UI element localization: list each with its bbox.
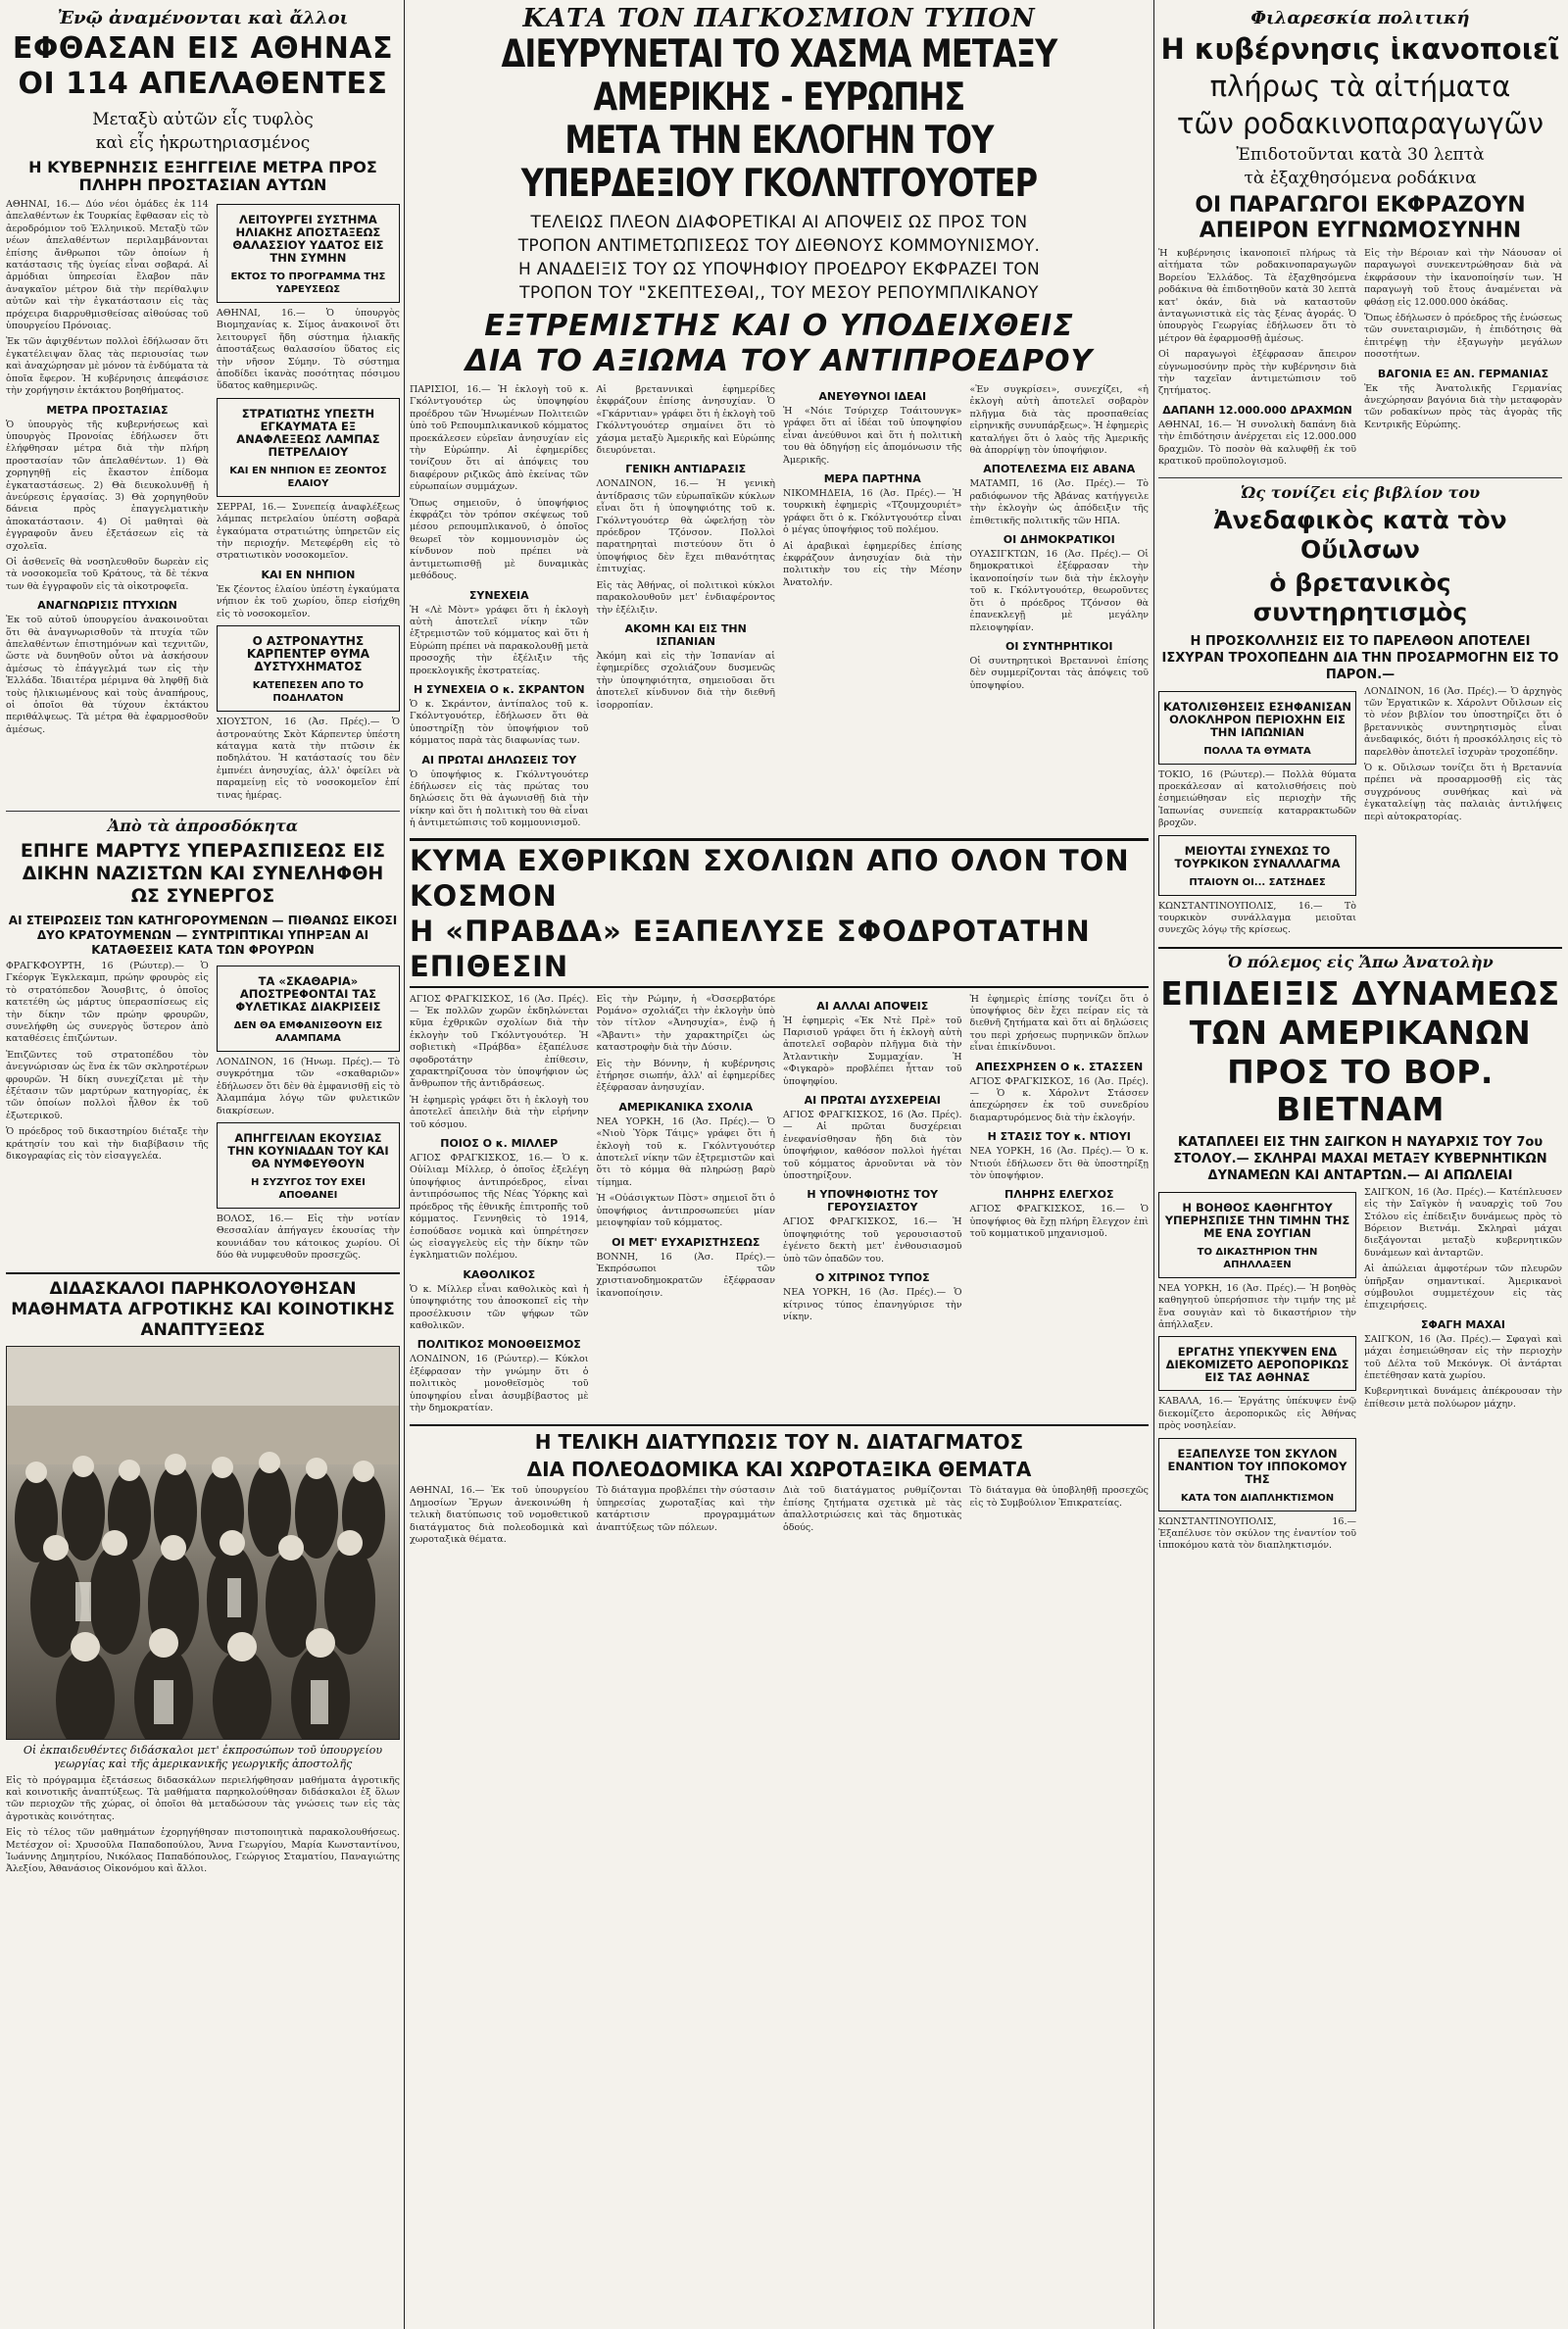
center-italic-1: ΕΞΤΡΕΜΙΣΤΗΣ ΚΑΙ Ο ΥΠΟΔΕΙΧΘΕΙΣ: [484, 309, 1074, 343]
center-bottom-headline-1: Η ΤΕΛΙΚΗ ΔΙΑΤΥΠΩΣΙΣ ΤΟΥ Ν. ΔΙΑΤΑΓΜΑΤΟΣ: [534, 1430, 1024, 1455]
center-sub-d: ΑΠΕΣΧΡΗΣΕΝ Ο κ. ΣΤΑΣΣΕΝ: [975, 1060, 1144, 1073]
box-turkish-currency-title: ΜΕΙΟΥΤΑΙ ΣΥΝΕΧΩΣ ΤΟ ΤΟΥΡΚΙΚΟΝ ΣΥΝΑΛΛΑΓΜΑ: [1174, 843, 1341, 870]
left-column: Ἐνῷ ἀναμένονται καὶ ἄλλοι ΕΦΘΑΣΑΝ ΕΙΣ ΑΘΗΝΑΣ ΟΙ 114 ΑΠΕΛΑΘΕΝΤΕΣ Μεταξὺ αὐτῶν εἷς τυφλὸς καὶ εἷς ἡκρωτηριασμένος Η ΚΥΒΕΡΝΗΣΙΣ ΕΞΗΓΓΕΙΛΕ ΜΕΤΡΑ ΠΡΟΣ ΠΛΗΡΗ ΠΡΟΣΤΑΣΙΑΝ ΑΥΤΩΝ ΑΘΗΝΑΙ, 16.— Δύο νέοι ὁμάδες ἐκ 114 ἀπελαθέντων ἐκ Τουρκίας ἔφθασαν εἰς τὸ ἀεροδρόμιον τοῦ Ἑλληνικοῦ. Μεταξὺ τῶν νέων ἀπελαθέντων περιλαμβάνονται ἐπίσης ἄνθρωποι τῶν ὁποίων ἡ κατάστασις τῆς ὑγείας εἶναι σοβαρά. Αἱ ἀρμόδιαι ὑπηρεσίαι ἔλαβον πᾶν ἀναγκαῖον μέτρον διὰ τὴν περίθαλψιν αὐτῶν καὶ τὴν ἐγκατάστασιν εἰς τὰς πρόχειρα διαρρυθμισθείσας αἰθούσας τοῦ ὑπουργείου Πρόνοιας. Ἐκ τῶν ἀφιχθέντων πολλοὶ ἐδήλωσαν ὅτι ἐγκατέλειψαν ὅλας τὰς περιουσίας των καὶ ἀναχώρησαν μὲ μόνον τὰ ἐνδύματα τὰ ὁποῖα ἔφερον. Ἡ κυβέρνησις ἀπεφάσισε τὴν χορήγησιν ἐκτάκτου βοηθήματος. ΜΕΤΡΑ ΠΡΟΣΤΑΣΙΑΣ Ὁ ὑπουργὸς τῆς κυβερνήσεως καὶ ὑπουργὸς Προνοίας ἐδήλωσεν ὅτι ἐλήφθησαν μέτρα διὰ τὴν πλήρη προστασίαν τῶν ἀπελαθέντων. 1) Θὰ χορηγηθῇ εἰς ἕκαστον ἐπίδομα ἐγκαταστάσεως. 2) Θὰ διευκολυνθῇ ἡ ἀνεύρεσις ἐργασίας. 3) Θὰ χορηγηθοῦν δάνεια πρὸς ἐπαγγελματικὴν ἀποκατάστασιν. 4) Οἱ μαθηταὶ θὰ ἐγγραφοῦν ἄνευ ἐξετάσεων εἰς τὰ σχολεῖα. Οἱ ἀσθενεῖς θὰ νοσηλευθοῦν δωρεὰν εἰς τὰ νοσοκομεῖα τοῦ Κράτους, τὰ δὲ τέκνα των θὰ ἐγγραφοῦν εἰς τὰ οἰκοτροφεῖα. ΑΝΑΓΝΩΡΙΣΙΣ ΠΤΥΧΙΩΝ Ἐκ τοῦ αὐτοῦ ὑπουργείου ἀνακοινοῦται ὅτι θὰ ἀναγνωρισθοῦν τὰ πτυχία τῶν ἀπελαθέντων ἐπιστημόνων καὶ τεχνιτῶν, ὥστε νὰ δυνηθοῦν οὗτοι νὰ ἀσκήσουν ἀμέσως τὸ ἐπάγγελμά των εἰς τὴν Ἑλλάδα. Ἰδιαιτέρα μέριμνα θὰ ληφθῇ διὰ τοὺς ἡλικιωμένους καὶ τοὺς ἀναπήρους, οἱ ὁποῖοι θὰ τύχουν ἐκτάκτου περιθάλψεως. Τὰ μέτρα θὰ ἐφαρμοσθοῦν ἀμέσως. ΛΕΙΤΟΥΡΓΕΙ ΣΥΣΤΗΜΑ ΗΛΙΑΚΗΣ ΑΠΟΣΤΑΞΕΩΣ ΘΑΛΑΣΣΙΟΥ ΥΔΑΤΟΣ ΕΙΣ ΤΗΝ ΣΥΜΗΝ ΕΚΤΟΣ ΤΟ ΠΡΟΓΡΑΜΜΑ ΤΗΣ ΥΔΡΕΥΣΕΩΣ ΑΘΗΝΑΙ, 16.— Ὁ ὑπουργὸς Βιομηχανίας κ. Σίμος ἀνακοινοῖ ὅτι λειτουργεῖ ἤδη σύστημα ἡλιακῆς ἀποστάξεως θαλασσίου ὕδατος εἰς τὴν νῆσον Σύμην. Τὸ σύστημα ἀποδίδει ἱκανὰς ποσότητας πόσιμου ὕδατος καθημερινῶς. ΣΤΡΑΤΙΩΤΗΣ ΥΠΕΣΤΗ ΕΓΚΑΥΜΑΤΑ ΕΞ ΑΝΑΦΛΕΞΕΩΣ ΛΑΜΠΑΣ ΠΕΤΡΕΛΑΙΟΥ ΚΑΙ ΕΝ ΝΗΠΙΟΝ ΕΞ ΖΕΟΝΤΟΣ ΕΛΑΙΟΥ ΣΕΡΡΑΙ, 16.— Συνεπείᾳ ἀναφλέξεως λάμπας πετρελαίου ὑπέστη σοβαρὰ ἐγκαύματα στρατιώτης ὑπηρετῶν εἰς τὴν περιοχήν. Μετεφέρθη εἰς τὸ στρατιωτικὸν νοσοκομεῖον. ΚΑΙ ΕΝ ΝΗΠΙΟΝ Ἐκ ζέοντος ἐλαίου ὑπέστη ἐγκαύματα νήπιον ἐκ τοῦ χωρίου, ὅπερ εἰσήχθη εἰς τὸ νοσοκομεῖον. Ο ΑΣΤΡΟΝΑΥΤΗΣ ΚΑΡΠΕΝΤΕΡ ΘΥΜΑ ΔΥΣΤΥΧΗΜΑΤΟΣ ΚΑΤΕΠΕΣΕΝ ΑΠΟ ΤΟ ΠΟΔΗΛΑΤΟΝ ΧΙΟΥΣΤΟΝ, 16 (Ἀσ. Πρές).— Ὁ ἀστροναύτης Σκὸτ Κάρπεντερ ὑπέστη κάταγμα κατὰ τὴν πτῶσιν ἐκ ποδηλάτου. Ἡ κατάστασίς του δὲν ἐμπνέει ἀνησυχίας, ἀλλ' ὀφείλει νὰ παραμείνῃ εἰς τὸ νοσοκομεῖον ἐπί τινας ἡμέρας. Ἀπὸ τὰ ἀπροσδόκητα ΕΠΗΓΕ ΜΑΡΤΥΣ ΥΠΕΡΑΣΠΙΣΕΩΣ ΕΙΣ ΔΙΚΗΝ ΝΑΖΙΣΤΩΝ ΚΑΙ ΣΥΝΕΛΗΦΘΗ ΩΣ ΣΥΝΕΡΓΟΣ ΑΙ ΣΤΕΙΡΩΣΕΙΣ ΤΩΝ ΚΑΤΗΓΟΡΟΥΜΕΝΩΝ — ΠΙΘΑΝΩΣ ΕΙΚΟΣΙ ΔΥΟ ΚΡΑΤΟΥΜΕΝΩΝ — ΣΥΝΤΡΙΠΤΙΚΑΙ ΥΠΗΡΞΑΝ ΑΙ ΚΑΤΑΘΕΣΕΙΣ ΚΑΤΑ ΤΩΝ ΦΡΟΥΡΩΝ ΦΡΑΓΚΦΟΥΡΤΗ, 16 (Ρώυτερ).— Ὁ Γκέοργκ Ἐγκλεκαμπ, πρώην φρουρὸς εἰς τὸ στρατόπεδον Ἄουσβιτς, ὁ ὁποῖος κατετέθη ὡς μάρτυς ὑπερασπίσεως εἰς τὴν δίκην τῶν πρώην φρουρῶν, συνελήφθη ὡς συνεργὸς ὕστερον ἀπὸ καταθέσεις ἐπιζώντων. Ἐπιζῶντες τοῦ στρατοπέδου τὸν ἀνεγνώρισαν ὡς ἕνα ἐκ τῶν σκληροτέρων φρουρῶν. Ἡ δίκη συνεχίζεται μὲ τὴν ἐξέτασιν τῶν μαρτύρων κατηγορίας, ἐκ τῶν ὁποίων πολλοὶ ἦλθον ἐκ τοῦ ἐξωτερικοῦ. Ὁ πρόεδρος τοῦ δικαστηρίου διέταξε τὴν κράτησίν του καὶ τὴν διαβίβασιν τῆς δικογραφίας εἰς τὸν εἰσαγγελέα. ΤΑ «ΣΚΑΘΑΡΙΑ» ΑΠΟΣΤΡΕΦΟΝΤΑΙ ΤΑΣ ΦΥΛΕΤΙΚΑΣ ΔΙΑΚΡΙΣΕΙΣ ΔΕΝ ΘΑ ΕΜΦΑΝΙΣΘΟΥΝ ΕΙΣ ΑΛΑΜΠΑΜΑ ΛΟΝΔΙΝΟΝ, 16 (Ἠνωμ. Πρές).— Τὸ συγκρότημα τῶν «σκαθαριῶν» ἐδήλωσεν ὅτι δὲν θὰ ἐμφανισθῇ εἰς τὸ Ἀλαμπάμα λόγῳ τῶν φυλετικῶν διακρίσεων. ΑΠΗΓΓΕΙΛΑΝ ΕΚΟΥΣΙΑΣ ΤΗΝ ΚΟΥΝΙΑΔΑΝ ΤΟΥ ΚΑΙ ΘΑ ΝΥΜΦΕΥΘΟΥΝ Η ΣΥΖΥΓΟΣ ΤΟΥ ΕΧΕΙ ΑΠΟΘΑΝΕΙ ΒΟΛΟΣ, 16.— Εἰς τὴν νοτίαν Θεσσαλίαν ἀπήγαγεν ἑκουσίας τὴν κουνιάδαν του κάτοικος χωρίου. Οἱ δύο θὰ νυμφευθοῦν προσεχῶς. ΔΙΔΑΣΚΑΛΟΙ ΠΑΡΗΚΟΛΟΥΘΗΣΑΝ ΜΑΘΗΜΑΤΑ ΑΓΡΟΤΙΚΗΣ ΚΑΙ ΚΟΙΝΟΤΙΚΗΣ ΑΝΑΠΤΥΞΕΩΣ Οἱ ἐκπαιδευθέντες διδάσκαλοι μετ' ἐκπροσώπων τοῦ ὑπουργείου γεωργίας καὶ τῆς ἀμερικανικῆς γεωργικῆς ἀποστολῆς Εἰς τὸ πρόγραμμα ἐξετάσεως διδασκάλων περιελήφθησαν μαθήματα ἀγροτικῆς καὶ κοινοτικῆς ἀναπτύξεως. Τὰ μαθήματα παρηκολούθησαν διδάσκαλοι ἐξ ὅλων τῶν περιοχῶν τῆς χώρας, οἱ ὁποῖοι θὰ μεταδώσουν τὰς γνώσεις των εἰς τὰς ἀγροτικὰς κοινότητας. Εἰς τὸ τέλος τῶν μαθημάτων ἐχορηγήθησαν πιστοποιητικὰ παρακολουθήσεως. Μετέσχον οἱ: Χρυσοῦλα Παπαδοπούλου, Ἄννα Γεωργίου, Μαρία Κωνσταντίνου, Ἰωάννης Δημητρίου, Νικόλαος Παπαδόπουλος, Γεώργιος Σταματίου, Παναγιώτης Ἀλεξίου, Ἀθανάσιος Οἰκονόμου καὶ ἄλλοι.: [6, 8, 400, 1875]
box-syme: [217, 204, 400, 303]
center-sub-h: ΚΑΘΟΛΙΚΟΣ: [463, 1267, 536, 1281]
right-headline-vietnam-3: ΠΡΟΣ ΤΟ ΒΟΡ. ΒΙΕΤΝΑΜ: [1227, 1052, 1494, 1128]
box-beatles-title: ΤΑ «ΣΚΑΘΑΡΙΑ» ΑΠΟΣΤΡΕΦΟΝΤΑΙ ΤΑΣ ΦΥΛΕΤΙΚΑΣ ΔΙΑΚΡΙΣΕΙΣ: [235, 973, 381, 1014]
teachers-photo-figures: [7, 1347, 399, 1739]
box-marriage-subtitle: Η ΣΥΖΥΓΟΣ ΤΟΥ ΕΧΕΙ ΑΠΟΘΑΝΕΙ: [251, 1176, 366, 1201]
center-sec-2: ΓΕΝΙΚΗ ΑΝΤΙΔΡΑΣΙΣ: [625, 463, 747, 476]
center-sec-3: ΑΝΕΥΘΥΝΟΙ ΙΔΕΑΙ: [818, 390, 927, 403]
box-soldier-title: ΣΤΡΑΤΙΩΤΗΣ ΥΠΕΣΤΗ ΕΓΚΑΥΜΑΤΑ ΕΞ ΑΝΑΦΛΕΞΕΩΣ ΛΑΜΠΑΣ ΠΕΤΡΕΛΑΙΟΥ: [236, 406, 380, 459]
left-headline-3: Η ΚΥΒΕΡΝΗΣΙΣ ΕΞΗΓΓΕΙΛΕ ΜΕΤΡΑ ΠΡΟΣ ΠΛΗΡΗ ΠΡΟΣΤΑΣΙΑΝ ΑΥΤΩΝ: [28, 158, 377, 194]
box-syme-subtitle: ΕΚΤΟΣ ΤΟ ΠΡΟΓΡΑΜΜΑ ΤΗΣ ΥΔΡΕΥΣΕΩΣ: [230, 272, 386, 295]
center-wide-headline-2: Η «ΠΡΑΒΔΑ» ΕΞΑΠΕΛΥΣΕ ΣΦΟΔΡΟΤΑΤΗΝ ΕΠΙΘΕΣΙΝ: [410, 914, 1091, 983]
box-marriage-title: ΑΠΗΓΓΕΙΛΑΝ ΕΚΟΥΣΙΑΣ ΤΗΝ ΚΟΥΝΙΑΔΑΝ ΤΟΥ ΚΑΙ ΘΑ ΝΥΜΦΕΥΘΟΥΝ: [227, 1130, 389, 1170]
box-dog: [1158, 1438, 1356, 1511]
box-dog-title: ΕΞΑΠΕΛΥΣΕ ΤΟΝ ΣΚΥΛΟΝ ΕΝΑΝΤΙΟΝ ΤΟΥ ΙΠΠΟΚΟΜΟΥ ΤΗΣ: [1167, 1446, 1348, 1486]
right-sub-1: Ἐπιδοτοῦνται κατὰ 30 λεπτὰ: [1236, 145, 1485, 165]
teachers-photo-caption: Οἱ ἐκπαιδευθέντες διδάσκαλοι μετ' ἐκπροσώπων τοῦ ὑπουργείου γεωργίας καὶ τῆς ἀμερικανικῆς γεωργικῆς ἀποστολῆς: [23, 1743, 383, 1770]
box-worker-title: ΕΡΓΑΤΗΣ ΥΠΕΚΥΨΕΝ ΕΝΔ ΔΙΕΚΟΜΙΖΕΤΟ ΑΕΡΟΠΟΡΙΚΩΣ ΕΙΣ ΤΑΣ ΑΘΗΝΑΣ: [1165, 1345, 1349, 1385]
left-kicker: Ἐνῷ ἀναμένονται καὶ ἄλλοι: [57, 8, 349, 28]
right-column: Φιλαρεσκία πολιτική Η κυβέρνησις ἱκανοποιεῖ πλήρως τὰ αἰτήματα τῶν ροδακινοπαραγωγῶν Ἐπιδοτοῦνται κατὰ 30 λεπτὰ τὰ ἐξαχθησόμενα ροδάκινα ΟΙ ΠΑΡΑΓΩΓΟΙ ΕΚΦΡΑΖΟΥΝ ΑΠΕΙΡΟΝ ΕΥΓΝΩΜΟΣΥΝΗΝ Ἡ κυβέρνησις ἱκανοποιεῖ πλήρως τὰ αἰτήματα τῶν ροδακινοπαραγωγῶν Βορείου Ἑλλάδος. Τὰ ἐξαχθησόμενα ροδάκινα θὰ ἐπιδοτηθοῦν κατὰ 30 λεπτὰ κατ' ὀκάν, διὰ νὰ καταστοῦν ἀνταγωνιστικὰ εἰς τὰς ξένας ἀγοράς. Ὁ ὑπουργὸς Γεωργίας ἐδήλωσεν ὅτι τὸ μέτρον θὰ ἐφαρμοσθῇ ἀμέσως. Οἱ παραγωγοὶ ἐξέφρασαν ἄπειρον εὐγνωμοσύνην πρὸς τὴν κυβέρνησιν διὰ τὴν ταχεῖαν ἀντιμετώπισιν τοῦ ζητήματος. ΔΑΠΑΝΗ 12.000.000 ΔΡΑΧΜΩΝ ΑΘΗΝΑΙ, 16.— Ἡ συνολικὴ δαπάνη διὰ τὴν ἐπιδότησιν ἀνέρχεται εἰς 12.000.000 δραχμῶν. Τὸ ποσὸν θὰ καλυφθῇ ἐκ τοῦ κρατικοῦ προϋπολογισμοῦ. Εἰς τὴν Βέροιαν καὶ τὴν Νάουσαν οἱ παραγωγοὶ συνεκεντρώθησαν διὰ νὰ ἐκφράσουν τὴν ἱκανοποίησίν των. Ἡ παραγωγὴ τοῦ ἔτους ἀναμένεται νὰ φθάσῃ εἰς 12.000.000 ὀκάδας. Ὅπως ἐδήλωσεν ὁ πρόεδρος τῆς ἑνώσεως τῶν συνεταιρισμῶν, ἡ ἐπιδότησις θὰ ἐπιτρέψῃ τὴν ἐξαγωγὴν μεγάλων ποσοτήτων. ΒΑΓΟΝΙΑ ΕΞ ΑΝ. ΓΕΡΜΑΝΙΑΣ Ἐκ τῆς Ἀνατολικῆς Γερμανίας ἀνεχώρησαν βαγόνια διὰ τὴν μεταφορὰν τῶν ροδακίνων πρὸς τὰς ἀγορὰς τῆς Κεντρικῆς Εὐρώπης. Ὡς τονίζει εἰς βιβλίον του Ἀνεδαφικὸς κατὰ τὸν Οὔιλσων ὁ βρετανικὸς συντηρητισμὸς Η ΠΡΟΣΚΟΛΛΗΣΙΣ ΕΙΣ ΤΟ ΠΑΡΕΛΘΟΝ ΑΠΟΤΕΛΕΙ ΙΣΧΥΡΑΝ ΤΡΟΧΟΠΕΔΗΝ ΔΙΑ ΤΗΝ ΠΡΟΣΑΡΜΟΓΗΝ ΕΙΣ ΤΟ ΠΑΡΟΝ.— ΚΑΤΟΛΙΣΘΗΣΕΙΣ ΕΣΗΦΑΝΙΣΑΝ ΟΛΟΚΛΗΡΟΝ ΠΕΡΙΟΧΗΝ ΕΙΣ ΤΗΝ ΙΑΠΩΝΙΑΝ ΠΟΛΛΑ ΤΑ ΘΥΜΑΤΑ ΤΟΚΙΟ, 16 (Ρώυτερ).— Πολλὰ θύματα προεκάλεσαν αἱ κατολισθήσεις ποὺ ἐσημειώθησαν εἰς περιοχὴν τῆς Ἰαπωνίας συνεπείᾳ καταρρακτωδῶν βροχῶν. ΜΕΙΟΥΤΑΙ ΣΥΝΕΧΩΣ ΤΟ ΤΟΥΡΚΙΚΟΝ ΣΥΝΑΛΛΑΓΜΑ ΠΤΑΙΟΥΝ ΟΙ... ΣΑΤΣΗΔΕΣ ΚΩΝΣΤΑΝΤΙΝΟΥΠΟΛΙΣ, 16.— Τὸ τουρκικὸν συνάλλαγμα μειοῦται συνεχῶς λόγῳ τῆς κρίσεως. ΛΟΝΔΙΝΟΝ, 16 (Ἀσ. Πρές).— Ὁ ἀρχηγὸς τῶν Ἐργατικῶν κ. Χάρολντ Οὔιλσων εἰς τὸ νέον βιβλίον του ὑποστηρίζει ὅτι ὁ βρεταννικὸς συντηρητισμὸς εἶναι ἀνεδαφικός, διότι ἡ προσκόλλησις εἰς τὸ παρελθὸν ἀποτελεῖ ἰσχυρὰν τροχοπέδην. Ὁ κ. Οὔιλσων τονίζει ὅτι ἡ Βρεταννία πρέπει νὰ προσαρμοσθῇ εἰς τὰς συγχρόνους συνθήκας καὶ νὰ ἐγκαταλείψῃ τὰς παλαιὰς ἀντιλήψεις περὶ αὐτοκρατορίας. Ὁ πόλεμος εἰς Ἄπω Ἀνατολὴν ΕΠΙΔΕΙΞΙΣ ΔΥΝΑΜΕΩΣ ΤΩΝ ΑΜΕΡΙΚΑΝΩΝ ΠΡΟΣ ΤΟ ΒΟΡ. ΒΙΕΤΝΑΜ ΚΑΤΑΠΛΕΕΙ ΕΙΣ ΤΗΝ ΣΑΙΓΚΟΝ Η ΝΑΥΑΡΧΙΣ ΤΟΥ 7ου ΣΤΟΛΟΥ.— ΣΚΛΗΡΑΙ ΜΑΧΑΙ ΜΕΤΑΞΥ ΚΥΒΕΡΝΗΤΙΚΩΝ ΔΥΝΑΜΕΩΝ ΚΑΙ ΑΝΤΑΡΤΩΝ.— ΑΙ ΑΠΩΛΕΙΑΙ Η ΒΟΗΘΟΣ ΚΑΘΗΓΗΤΟΥ ΥΠΕΡΗΣΠΙΣΕ ΤΗΝ ΤΙΜΗΝ ΤΗΣ ΜΕ ΕΝΑ ΣΟΥΓΙΑΝ ΤΟ ΔΙΚΑΣΤΗΡΙΟΝ ΤΗΝ ΑΠΗΛΛΑΞΕΝ ΝΕΑ ΥΟΡΚΗ, 16 (Ἀσ. Πρές).— Ἡ βοηθὸς καθηγητοῦ ὑπερήσπισε τὴν τιμήν της μὲ ἕνα σουγιὰν καὶ τὸ δικαστήριον τὴν ἀπήλλαξεν. ΕΡΓΑΤΗΣ ΥΠΕΚΥΨΕΝ ΕΝΔ ΔΙΕΚΟΜΙΖΕΤΟ ΑΕΡΟΠΟΡΙΚΩΣ ΕΙΣ ΤΑΣ ΑΘΗΝΑΣ ΚΑΒΑΛΑ, 16.— Ἐργάτης ὑπέκυψεν ἐνῷ διεκομίζετο ἀεροπορικῶς εἰς Ἀθήνας πρὸς νοσηλείαν. ΕΞΑΠΕΛΥΣΕ ΤΟΝ ΣΚΥΛΟΝ ΕΝΑΝΤΙΟΝ ΤΟΥ ΙΠΠΟΚΟΜΟΥ ΤΗΣ ΚΑΤΑ ΤΟΝ ΔΙΑΠΛΗΚΤΙΣΜΟΝ ΚΩΝΣΤΑΝΤΙΝΟΥΠΟΛΙΣ, 16.— Ἐξαπέλυσε τὸν σκύλον της ἐναντίον τοῦ ἱπποκόμου κατὰ τὸν διαπληκτισμόν. ΣΑΙΓΚΟΝ, 16 (Ἀσ. Πρές).— Κατέπλευσεν εἰς τὴν Σαϊγκὸν ἡ ναυαρχὶς τοῦ 7ου Στόλου εἰς ἐπίδειξιν δυνάμεως πρὸς τὸ Βόρειον Βιετνάμ. Σκληραὶ μάχαι διεξάγονται μεταξὺ κυβερνητικῶν δυνάμεων καὶ ἀνταρτῶν. Αἱ ἀπώλειαι ἀμφοτέρων τῶν πλευρῶν ὑπῆρξαν σημαντικαί. Ἀμερικανοὶ σύμβουλοι συμμετέχουν εἰς τὰς ἐπιχειρήσεις. ΣΦΑΓΗ ΜΑΧΑΙ ΣΑΙΓΚΟΝ, 16 (Ἀσ. Πρές).— Σφαγαὶ καὶ μάχαι ἐσημειώθησαν εἰς τὴν περιοχὴν τοῦ Δέλτα τοῦ Μεκόνγκ. Οἱ ἀντάρται ἐπετέθησαν κατὰ χωρίου. Κυβερνητικαὶ δυνάμεις ἀπέκρουσαν τὴν ἐπίθεσιν μετὰ πολύωρον μάχην.: [1158, 8, 1562, 1552]
box-turkish-currency: [1158, 835, 1356, 896]
box-professor-title: Η ΒΟΗΘΟΣ ΚΑΘΗΓΗΤΟΥ ΥΠΕΡΗΣΠΙΣΕ ΤΗΝ ΤΙΜΗΝ ΤΗΣ ΜΕ ΕΝΑ ΣΟΥΓΙΑΝ: [1164, 1200, 1350, 1240]
box-carpenter: [217, 625, 400, 712]
center-sec-8: ΑΠΟΤΕΛΕΣΜΑ ΕΙΣ ΑΒΑΝΑ: [983, 463, 1136, 476]
center-sec-5: Η ΣΥΝΕΧΕΙΑ Ο κ. ΣΚΡΑΝΤΟΝ: [413, 682, 585, 696]
center-sub-c: ΠΟΙΟΣ Ο κ. ΜΙΛΛΕΡ: [440, 1137, 559, 1151]
center-deck-4: ΤΡΟΠΟΝ ΤΟΥ "ΣΚΕΠΤΕΣΘΑΙ,, ΤΟΥ ΜΕΣΟΥ ΡΕΠΟΥΜΠΛΙΚΑΝΟΥ: [519, 283, 1039, 303]
box-japan-subtitle: ΠΟΛΛΑ ΤΑ ΘΥΜΑΤΑ: [1203, 745, 1311, 757]
left-headline-nazi: ΕΠΗΓΕ ΜΑΡΤΥΣ ΥΠΕΡΑΣΠΙΣΕΩΣ ΕΙΣ ΔΙΚΗΝ ΝΑΖΙΣΤΩΝ ΚΑΙ ΣΥΝΕΛΗΦΘΗ ΩΣ ΣΥΝΕΡΓΟΣ: [20, 839, 386, 907]
right-headline-vietnam-2: ΤΩΝ ΑΜΕΡΙΚΑΝΩΝ: [1189, 1013, 1532, 1052]
center-sec-4: ΜΕΡΑ ΠΑΡΤΗΝΑ: [823, 472, 921, 486]
section-anagnorisis: ΑΝΑΓΝΩΡΙΣΙΣ ΠΤΥΧΙΩΝ: [37, 599, 177, 613]
center-sec-10: ΟΙ ΣΥΝΤΗΡΗΤΙΚΟΙ: [1004, 639, 1113, 653]
center-wide-headline-1: ΚΥΜΑ ΕΧΘΡΙΚΩΝ ΣΧΟΛΙΩΝ ΑΠΟ ΟΛΟΝ ΤΟΝ ΚΟΣΜΟΝ: [410, 843, 1130, 913]
box-soldier: [217, 398, 400, 497]
right-headline-1: Η κυβέρνησις ἱκανοποιεῖ: [1160, 32, 1560, 66]
center-sec-7: ΑΚΟΜΗ ΚΑΙ ΕΙΣ ΤΗΝ ΙΣΠΑΝΙΑΝ: [624, 621, 747, 648]
center-sub-b: ΑΙ ΠΡΩΤΑΙ ΔΥΣΧΕΡΕΙΑΙ: [804, 1094, 941, 1108]
box-worker: [1158, 1336, 1356, 1391]
box-professor: [1158, 1192, 1356, 1278]
teachers-photo: [6, 1346, 400, 1740]
right-kicker: Φιλαρεσκία πολιτική: [1250, 8, 1470, 28]
section-kai-en-nipion: ΚΑΙ ΕΝ ΝΗΠΙΟΝ: [261, 568, 356, 581]
right-headline-wilson-sub: Η ΠΡΟΣΚΟΛΛΗΣΙΣ ΕΙΣ ΤΟ ΠΑΡΕΛΘΟΝ ΑΠΟΤΕΛΕΙ ΙΣΧΥΡΑΝ ΤΡΟΧΟΠΕΔΗΝ ΔΙΑ ΤΗΝ ΠΡΟΣΑΡΜΟΓΗΝ ΕΙΣ ΤΟ ΠΑΡΟΝ.—: [1161, 633, 1559, 682]
left-sub-2: καὶ εἷς ἡκρωτηριασμένος: [95, 133, 311, 153]
box-carpenter-subtitle: ΚΑΤΕΠΕΣΕΝ ΑΠΟ ΤΟ ΠΟΔΗΛΑΤΟΝ: [252, 680, 365, 705]
left-headline-nazi-sub: ΑΙ ΣΤΕΙΡΩΣΕΙΣ ΤΩΝ ΚΑΤΗΓΟΡΟΥΜΕΝΩΝ — ΠΙΘΑΝΩΣ ΕΙΚΟΣΙ ΔΥΟ ΚΡΑΤΟΥΜΕΝΩΝ — ΣΥΝΤΡΙΠΤΙΚΑΙ ΥΠΗΡΞΑΝ ΑΙ ΚΑΤΑΘΕΣΕΙΣ ΚΑΤΑ ΤΩΝ ΦΡΟΥΡΩΝ: [8, 913, 398, 957]
center-kicker: ΚΑΤΑ ΤΟΝ ΠΑΓΚΟΣΜΙΟΝ ΤΥΠΟΝ: [522, 4, 1036, 33]
right-headline-vietnam-sub: ΚΑΤΑΠΛΕΕΙ ΕΙΣ ΤΗΝ ΣΑΙΓΚΟΝ Η ΝΑΥΑΡΧΙΣ ΤΟΥ 7ου ΣΤΟΛΟΥ.— ΣΚΛΗΡΑΙ ΜΑΧΑΙ ΜΕΤΑΞΥ ΚΥΒΕΡΝΗΤΙΚΩΝ ΔΥΝΑΜΕΩΝ ΚΑΙ ΑΝΤΑΡΤΩΝ.— ΑΙ ΑΠΩΛΕΙΑΙ: [1173, 1134, 1547, 1183]
center-column: ΚΑΤΑ ΤΟΝ ΠΑΓΚΟΣΜΙΟΝ ΤΥΠΟΝ ΔΙΕΥΡΥΝΕΤΑΙ ΤΟ ΧΑΣΜΑ ΜΕΤΑΞΥ ΑΜΕΡΙΚΗΣ - ΕΥΡΩΠΗΣ ΜΕΤΑ ΤΗΝ ΕΚΛΟΓΗΝ ΤΟΥ ΥΠΕΡΔΕΞΙΟΥ ΓΚΟΛΝΤΓΟΥΟΤΕΡ ΤΕΛΕΙΩΣ ΠΛΕΟΝ ΔΙΑΦΟΡΕΤΙΚΑΙ ΑΙ ΑΠΟΨΕΙΣ ΩΣ ΠΡΟΣ ΤΟΝ ΤΡΟΠΟΝ ΑΝΤΙΜΕΤΩΠΙΣΕΩΣ ΤΟΥ ΔΙΕΘΝΟΥΣ ΚΟΜΜΟΥΝΙΣΜΟΥ. Η ΑΝΑΔΕΙΞΙΣ ΤΟΥ ΩΣ ΥΠΟΨΗΦΙΟΥ ΠΡΟΕΔΡΟΥ ΕΚΦΡΑΖΕΙ ΤΟΝ ΤΡΟΠΟΝ ΤΟΥ "ΣΚΕΠΤΕΣΘΑΙ,, ΤΟΥ ΜΕΣΟΥ ΡΕΠΟΥΜΠΛΙΚΑΝΟΥ ΕΞΤΡΕΜΙΣΤΗΣ ΚΑΙ Ο ΥΠΟΔΕΙΧΘΕΙΣ ΔΙΑ ΤΟ ΑΞΙΩΜΑ ΤΟΥ ΑΝΤΙΠΡΟΕΔΡΟΥ ΠΑΡΙΣΙΟΙ, 16.— Ἡ ἐκλογὴ τοῦ κ. Γκόλντγουότερ ὡς ὑποψηφίου προέδρου τῶν Ἡνωμένων Πολιτειῶν ὑπὸ τοῦ Ρεπουμπλικανικοῦ κόμματος προεκάλεσεν εὐρεῖαν ἀνησυχίαν εἰς τὴν Εὐρώπην. Αἱ ἐφημερίδες τονίζουν ὅτι αἱ ἀπόψεις του διαφέρουν ριζικῶς ἀπὸ ἐκείνας τῶν εὐρωπαίων συμμάχων. Ὅπως σημειοῦν, ὁ ὑποψήφιος ἐκφράζει τὸν τρόπον σκέψεως τοῦ μέσου ρεπουμπλικανοῦ, ὁ ὁποῖος θεωρεῖ τὸν κομμουνισμὸν ὡς κίνδυνον ποὺ πρέπει νὰ ἀντιμετωπισθῇ μὲ δυναμικὰς μεθόδους. ΣΥΝΕΧΕΙΑ Ἡ «Λὲ Μὸντ» γράφει ὅτι ἡ ἐκλογὴ αὐτὴ ἀποτελεῖ νίκην τῶν ἐξτρεμιστῶν τοῦ κόμματος καὶ ὅτι ἡ Εὐρώπη πρέπει νὰ παρακολουθῇ μετὰ προσοχῆς τὴν ἐξέλιξιν τῆς προεκλογικῆς ἐκστρατείας. Η ΣΥΝΕΧΕΙΑ Ο κ. ΣΚΡΑΝΤΟΝ Ὁ κ. Σκράντον, ἀντίπαλος τοῦ κ. Γκόλντγουότερ, ἐδήλωσεν ὅτι θὰ ὑποστηρίξῃ τὸν ὑποψήφιον τοῦ κόμματος παρὰ τὰς διαφωνίας των. ΑΙ ΠΡΩΤΑΙ ΔΗΛΩΣΕΙΣ ΤΟΥ Ὁ ὑποψήφιος κ. Γκόλντγουότερ ἐδήλωσεν εἰς τὰς πρώτας του δηλώσεις ὅτι θὰ ἀγωνισθῇ διὰ τὴν νίκην καὶ ὅτι ἡ πολιτικὴ του θὰ εἶναι ἡ ἀντιμετώπισις τοῦ κομμουνισμοῦ. Αἱ βρεταννικαὶ ἐφημερίδες ἐκφράζουν ἐπίσης ἀνησυχίαν. Ὁ «Γκάρντιαν» γράφει ὅτι ἡ ἐκλογὴ τοῦ Γκόλντγουότερ σημαίνει ὅτι τὸ χάσμα μεταξὺ Ἀμερικῆς καὶ Εὐρώπης διευρύνεται. ΓΕΝΙΚΗ ΑΝΤΙΔΡΑΣΙΣ ΛΟΝΔΙΝΟΝ, 16.— Ἡ γενικὴ ἀντίδρασις τῶν εὐρωπαϊκῶν κύκλων εἶναι ὅτι ἡ ὑποψηφιότης τοῦ κ. Γκόλντγουότερ θὰ ὠφελήσῃ τὸν πρόεδρον Τζόνσον. Πολλοὶ παρατηρηταὶ πιστεύουν ὅτι ὁ ὑποψήφιος δὲν ἔχει πιθανότητας ἐπιτυχίας. Εἰς τὰς Ἀθήνας, οἱ πολιτικοὶ κύκλοι παρακολουθοῦν μετ' ἐνδιαφέροντος τὴν ἐξέλιξιν. ΑΚΟΜΗ ΚΑΙ ΕΙΣ ΤΗΝ ΙΣΠΑΝΙΑΝ Ἀκόμη καὶ εἰς τὴν Ἰσπανίαν αἱ ἐφημερίδες σχολιάζουν δυσμενῶς τὴν ὑποψηφιότητα, σημειοῦσαι ὅτι ἀποτελεῖ κίνδυνον διὰ τὴν διεθνῆ ἰσορροπίαν. ΑΝΕΥΘΥΝΟΙ ΙΔΕΑΙ Ἡ «Νόιε Τσύριχερ Τσάιτουνγκ» γράφει ὅτι αἱ ἰδέαι τοῦ ὑποψηφίου εἶναι ἀνεύθυνοι καὶ ὅτι ἡ πολιτικὴ του θὰ ὁδηγήσῃ εἰς ἀπομόνωσιν τῆς Ἀμερικῆς. ΜΕΡΑ ΠΑΡΤΗΝΑ ΝΙΚΟΜΗΔΕΙΑ, 16 (Ἀσ. Πρές).— Ἡ τουρκικὴ ἐφημερὶς «Τζουμχουριέτ» γράφει ὅτι ὁ κ. Γκόλντγουότερ εἶναι ὁ μέγας ὑποψήφιος τοῦ πολέμου. Αἱ ἀραβικαὶ ἐφημερίδες ἐπίσης ἐκφράζουν ἀνησυχίαν διὰ τὴν πολιτικὴν του εἰς τὴν Μέσην Ἀνατολήν. «Ἐν συγκρίσει», συνεχίζει, «ἡ ἐκλογὴ αὐτὴ ἀποτελεῖ σοβαρὸν πλῆγμα διὰ τὰς προσπαθείας εἰρηνικῆς συνυπάρξεως». Ἡ ἐφημερὶς καταλήγει ὅτι ὁ λαὸς τῆς Ἀμερικῆς θὰ ἀπορρίψῃ τὸν ὑποψήφιον. ΑΠΟΤΕΛΕΣΜΑ ΕΙΣ ΑΒΑΝΑ ΜΑΤΑΜΠ, 16 (Ἀσ. Πρές).— Τὸ ραδιόφωνον τῆς Ἀβάνας κατήγγειλε τὴν ἐκλογὴν ὡς ἀπόδειξιν τῆς ἐπιθετικῆς πολιτικῆς τῶν ΗΠΑ. ΟΙ ΔΗΜΟΚΡΑΤΙΚΟΙ ΟΥΑΣΙΓΚΤΩΝ, 16 (Ἀσ. Πρές).— Οἱ δημοκρατικοὶ ἐξέφρασαν τὴν ἱκανοποίησίν των διὰ τὴν ἐκλογὴν τοῦ κ. Γκόλντγουότερ, θεωροῦντες ὅτι ὁ πρόεδρος Τζόνσον θὰ ἐπανεκλεγῇ μὲ μεγάλην πλειοψηφίαν. ΟΙ ΣΥΝΤΗΡΗΤΙΚΟΙ Οἱ συντηρητικοὶ Βρεταννοὶ ἐπίσης δὲν συμμερίζονται τὰς ἀπόψεις τοῦ ὑποψηφίου. ΚΥΜΑ ΕΧΘΡΙΚΩΝ ΣΧΟΛΙΩΝ ΑΠΟ ΟΛΟΝ ΤΟΝ ΚΟΣΜΟΝ Η «ΠΡΑΒΔΑ» ΕΞΑΠΕΛΥΣΕ ΣΦΟΔΡΟΤΑΤΗΝ ΕΠΙΘΕΣΙΝ ΑΓΙΟΣ ΦΡΑΓΚΙΣΚΟΣ, 16 (Ἀσ. Πρές).— Ἐκ πολλῶν χωρῶν ἐκδηλώνεται κῦμα ἐχθρικῶν σχολίων διὰ τὴν ἐκλογὴν τοῦ Γκόλντγουότερ. Ἡ σοβιετικὴ «Πράβδα» ἐξαπέλυσε σφοδροτάτην ἐπίθεσιν, χαρακτηρίζουσα τὸν ὑποψήφιον ὡς ἄνθρωπον τῆς ἀντιδράσεως. Ἡ ἐφημερὶς γράφει ὅτι ἡ ἐκλογὴ του ἀποτελεῖ ἀπειλὴν διὰ τὴν εἰρήνην τοῦ κόσμου. ΠΟΙΟΣ Ο κ. ΜΙΛΛΕΡ ΑΓΙΟΣ ΦΡΑΓΚΙΣΚΟΣ, 16.— Ὁ κ. Οὐίλιαμ Μίλλερ, ὁ ὁποῖος ἐξελέγη ὑποψήφιος ἀντιπρόεδρος, εἶναι ἀντιπρόσωπος τῆς Νέας Ὑόρκης καὶ πρόεδρος τῆς ἐθνικῆς ἐπιτροπῆς τοῦ κόμματος. Γεννηθεὶς τὸ 1914, ἐσπούδασε νομικὰ καὶ ὑπηρέτησεν ὡς εἰσαγγελεὺς εἰς τὴν δίκην τῶν ἐγκληματιῶν πολέμου. ΚΑΘΟΛΙΚΟΣ Ὁ κ. Μίλλερ εἶναι καθολικὸς καὶ ἡ ὑποψηφιότης του ἀποσκοπεῖ εἰς τὴν προσέλκυσιν τῶν ψήφων τῶν καθολικῶν. ΠΟΛΙΤΙΚΟΣ ΜΟΝΟΘΕΙΣΜΟΣ ΛΟΝΔΙΝΟΝ, 16 (Ρώυτερ).— Κύκλοι ἐξέφρασαν τὴν γνώμην ὅτι ὁ πολιτικὸς μονοθεϊσμὸς τοῦ ὑποψηφίου εἶναι ἀσυμβίβαστος μὲ τὴν δημοκρατίαν. Εἰς τὴν Ρώμην, ἡ «Ὀσσερβατόρε Ρομάνο» σχολιάζει τὴν ἐκλογὴν ὑπὸ τὸν τίτλον «Ἀνησυχία», ἐνῷ ἡ «Ἄβαντι» τὴν χαρακτηρίζει ὡς καταστροφὴν διὰ τὴν Δύσιν. Εἰς τὴν Βόννην, ἡ κυβέρνησις ἐτήρησε σιωπήν, ἀλλ' αἱ ἐφημερίδες ἐξέφρασαν ἀνησυχίαν. ΑΜΕΡΙΚΑΝΙΚΑ ΣΧΟΛΙΑ ΝΕΑ ΥΟΡΚΗ, 16 (Ἀσ. Πρές).— Ὁ «Νιοὺ Ὑὸρκ Τάιμς» γράφει ὅτι ἡ ἐκλογὴ τοῦ κ. Γκόλντγουότερ ἀποτελεῖ νίκην τῶν ἐξτρεμιστῶν καὶ ὅτι τὸ κόμμα θὰ πληρώσῃ βαρὺ τίμημα. Ἡ «Οὐάσιγκτων Πὸστ» σημειοῖ ὅτι ὁ ὑποψήφιος ἀντιπροσωπεύει μίαν μειοψηφίαν τοῦ κόμματος. ΟΙ ΜΕΤ' ΕΥΧΑΡΙΣΤΗΣΕΩΣ ΒΟΝΝΗ, 16 (Ἀσ. Πρές).— Ἐκπρόσωποι τῶν χριστιανοδημοκρατῶν ἐξέφρασαν ἱκανοποίησιν. ΑΙ ΑΛΛΑΙ ΑΠΟΨΕΙΣ Ἡ ἐφημερὶς «Ἐκ Ντὲ Πρὲ» τοῦ Παρισιοῦ γράφει ὅτι ἡ ἐκλογὴ αὐτὴ ἀποτελεῖ σοβαρὸν πλῆγμα διὰ τὴν Ἀτλαντικὴν Συμμαχίαν. Ἡ «Φιγκαρὸ» προβλέπει ἧτταν τοῦ ὑποψηφίου. ΑΙ ΠΡΩΤΑΙ ΔΥΣΧΕΡΕΙΑΙ ΑΓΙΟΣ ΦΡΑΓΚΙΣΚΟΣ, 16 (Ἀσ. Πρές).— Αἱ πρῶται δυσχέρειαι ἐνεφανίσθησαν ἤδη διὰ τὸν ὑποψήφιον, καθόσον πολλοὶ ἡγέται τοῦ κόμματος ἀρνοῦνται νὰ τὸν ὑποστηρίξουν. Η ΥΠΟΨΗΦΙΟΤΗΣ ΤΟΥ ΓΕΡΟΥΣΙΑΣΤΟΥ ΑΓΙΟΣ ΦΡΑΓΚΙΣΚΟΣ, 16.— Ἡ ὑποψηφιότης τοῦ γερουσιαστοῦ ἐγένετο δεκτὴ μετ' ἐνθουσιασμοῦ ὑπὸ τῶν ὀπαδῶν του. Ο ΧΙΤΡΙΝΟΣ ΤΥΠΟΣ ΝΕΑ ΥΟΡΚΗ, 16 (Ἀσ. Πρές).— Ὁ κίτρινος τύπος ἐπανηγύρισε τὴν νίκην. Ἡ ἐφημερὶς ἐπίσης τονίζει ὅτι ὁ ὑποψήφιος δὲν ἔχει πείραν εἰς τὰ διεθνῆ ζητήματα καὶ ὅτι αἱ δηλώσεις του περὶ χρήσεως πυρηνικῶν ὅπλων εἶναι ἐπικίνδυνοι. ΑΠΕΣΧΡΗΣΕΝ Ο κ. ΣΤΑΣΣΕΝ ΑΓΙΟΣ ΦΡΑΓΚΙΣΚΟΣ, 16 (Ἀσ. Πρές).— Ὁ κ. Χάρολντ Στάσσεν ἀπεχώρησεν ἐκ τοῦ συνεδρίου διαμαρτυρόμενος διὰ τὴν ἐκλογήν. Η ΣΤΑΣΙΣ ΤΟΥ κ. ΝΤΙΟΥΙ ΝΕΑ ΥΟΡΚΗ, 16 (Ἀσ. Πρές).— Ὁ κ. Ντιούι ἐδήλωσεν ὅτι θὰ ὑποστηρίξῃ τὸν ὑποψήφιον. ΠΛΗΡΗΣ ΕΛΕΓΧΟΣ ΑΓΙΟΣ ΦΡΑΓΚΙΣΚΟΣ, 16.— Ὁ ὑποψήφιος θὰ ἔχῃ πλήρη ἔλεγχον ἐπὶ τοῦ κομματικοῦ μηχανισμοῦ. Η ΤΕΛΙΚΗ ΔΙΑΤΥΠΩΣΙΣ ΤΟΥ Ν. ΔΙΑΤΑΓΜΑΤΟΣ ΔΙΑ ΠΟΛΕΟΔΟΜΙΚΑ ΚΑΙ ΧΩΡΟΤΑΞΙΚΑ ΘΕΜΑΤΑ ΑΘΗΝΑΙ, 16.— Ἐκ τοῦ ὑπουργείου Δημοσίων Ἔργων ἀνεκοινώθη ἡ τελικὴ διατύπωσις τοῦ νομοθετικοῦ διατάγματος διὰ πολεοδομικὰ καὶ χωροταξικὰ θέματα. Τὸ διάταγμα προβλέπει τὴν σύστασιν ὑπηρεσίας χωροταξίας καὶ τὴν κατάρτισιν προγραμμάτων ἀναπτύξεως τῶν πόλεων. Διὰ τοῦ διατάγματος ρυθμίζονται ἐπίσης ζητήματα σχετικὰ μὲ τὰς ἀπαλλοτριώσεις καὶ τὰς δημοτικὰς ὁδούς. Τὸ διάταγμα θὰ ὑποβληθῇ προσεχῶς εἰς τὸ Συμβούλιον Ἐπικρατείας.: [410, 4, 1149, 1545]
column-rule: [1153, 0, 1154, 2329]
column-rule: [404, 0, 405, 2329]
center-sec-6: ΑΙ ΠΡΩΤΑΙ ΔΗΛΩΣΕΙΣ ΤΟΥ: [421, 753, 577, 767]
center-sub-i: ΟΙ ΜΕΤ' ΕΥΧΑΡΙΣΤΗΣΕΩΣ: [612, 1235, 760, 1249]
box-japan-title: ΚΑΤΟΛΙΣΘΗΣΕΙΣ ΕΣΗΦΑΝΙΣΑΝ ΟΛΟΚΛΗΡΟΝ ΠΕΡΙΟΧΗΝ ΕΙΣ ΤΗΝ ΙΑΠΩΝΙΑΝ: [1162, 699, 1351, 739]
center-sub-a: ΑΙ ΑΛΛΑΙ ΑΠΟΨΕΙΣ: [816, 999, 929, 1013]
center-italic-2: ΔΙΑ ΤΟ ΑΞΙΩΜΑ ΤΟΥ ΑΝΤΙΠΡΟΕΔΡΟΥ: [465, 344, 1094, 378]
box-beatles-subtitle: ΔΕΝ ΘΑ ΕΜΦΑΝΙΣΘΟΥΝ ΕΙΣ ΑΛΑΜΠΑΜΑ: [233, 1019, 383, 1044]
center-banner-2: ΜΕΤΑ ΤΗΝ ΕΚΛΟΓΗΝ ΤΟΥ ΥΠΕΡΔΕΞΙΟΥ ΓΚΟΛΝΤΓΟΥΟΤΕΡ: [520, 119, 1038, 206]
right-sec-c: ΣΦΑΓΗ ΜΑΧΑΙ: [1421, 1317, 1505, 1331]
right-kicker-3: Ὁ πόλεμος εἰς Ἄπω Ἀνατολὴν: [1227, 952, 1494, 971]
box-japan: [1158, 691, 1356, 765]
center-sub-f: Η ΥΠΟΨΗΦΙΟΤΗΣ ΤΟΥ ΓΕΡΟΥΣΙΑΣΤΟΥ: [807, 1188, 939, 1214]
center-sub-l: ΠΟΛΙΤΙΚΟΣ ΜΟΝΟΘΕΙΣΜΟΣ: [416, 1338, 581, 1352]
box-dog-subtitle: ΚΑΤΑ ΤΟΝ ΔΙΑΠΛΗΚΤΙΣΜΟΝ: [1180, 1492, 1335, 1504]
center-banner-1: ΔΙΕΥΡΥΝΕΤΑΙ ΤΟ ΧΑΣΜΑ ΜΕΤΑΞΥ ΑΜΕΡΙΚΗΣ - ΕΥΡΩΠΗΣ: [501, 32, 1057, 120]
right-headline-3: τῶν ροδακινοπαραγωγῶν: [1176, 107, 1544, 140]
box-marriage: [217, 1122, 400, 1209]
right-headline-2: πλήρως τὰ αἰτήματα: [1209, 70, 1511, 103]
right-sec-a: ΔΑΠΑΝΗ 12.000.000 ΔΡΑΧΜΩΝ: [1162, 403, 1352, 417]
box-turkish-currency-subtitle: ΠΤΑΙΟΥΝ ΟΙ... ΣΑΤΣΗΔΕΣ: [1189, 876, 1326, 888]
right-sub-2: τὰ ἐξαχθησόμενα ροδάκινα: [1244, 169, 1477, 188]
center-sub-j: Ο ΧΙΤΡΙΝΟΣ ΤΥΠΟΣ: [814, 1271, 930, 1285]
right-headline-wilson-2: ὁ βρετανικὸς συντηρητισμὸς: [1252, 568, 1468, 626]
center-bottom-headline-2: ΔΙΑ ΠΟΛΕΟΔΟΜΙΚΑ ΚΑΙ ΧΩΡΟΤΑΞΙΚΑ ΘΕΜΑΤΑ: [526, 1458, 1032, 1482]
center-sec-1: ΣΥΝΕΧΕΙΑ: [468, 588, 529, 602]
center-deck-3: Η ΑΝΑΔΕΙΞΙΣ ΤΟΥ ΩΣ ΥΠΟΨΗΦΙΟΥ ΠΡΟΕΔΡΟΥ ΕΚΦΡΑΖΕΙ ΤΟΝ: [517, 260, 1041, 279]
box-soldier-subtitle: ΚΑΙ ΕΝ ΝΗΠΙΟΝ ΕΞ ΖΕΟΝΤΟΣ ΕΛΑΙΟΥ: [229, 465, 387, 489]
left-headline-1: ΕΦΘΑΣΑΝ ΕΙΣ ΑΘΗΝΑΣ: [12, 31, 394, 66]
right-headline-vietnam-1: ΕΠΙΔΕΙΞΙΣ ΔΥΝΑΜΕΩΣ: [1160, 973, 1560, 1013]
section-metra: ΜΕΤΡΑ ΠΡΟΣΤΑΣΙΑΣ: [46, 403, 169, 417]
box-beatles: [217, 966, 400, 1052]
left-headline-2: ΟΙ 114 ΑΠΕΛΑΘΕΝΤΕΣ: [18, 67, 388, 101]
left-sub-1: Μεταξὺ αὐτῶν εἷς τυφλὸς: [92, 110, 314, 129]
left-headline-teachers: ΔΙΔΑΣΚΑΛΟΙ ΠΑΡΗΚΟΛΟΥΘΗΣΑΝ ΜΑΘΗΜΑΤΑ ΑΓΡΟΤΙΚΗΣ ΚΑΙ ΚΟΙΝΟΤΙΚΗΣ ΑΝΑΠΤΥΞΕΩΣ: [11, 1278, 395, 1340]
right-headline-peaches: ΟΙ ΠΑΡΑΓΩΓΟΙ ΕΚΦΡΑΖΟΥΝ ΑΠΕΙΡΟΝ ΕΥΓΝΩΜΟΣΥΝΗΝ: [1195, 193, 1526, 243]
box-professor-subtitle: ΤΟ ΔΙΚΑΣΤΗΡΙΟΝ ΤΗΝ ΑΠΗΛΛΑΞΕΝ: [1197, 1246, 1318, 1270]
box-syme-title: ΛΕΙΤΟΥΡΓΕΙ ΣΥΣΤΗΜΑ ΗΛΙΑΚΗΣ ΑΠΟΣΤΑΞΕΩΣ ΘΑΛΑΣΣΙΟΥ ΥΔΑΤΟΣ ΕΙΣ ΤΗΝ ΣΥΜΗΝ: [232, 213, 384, 265]
box-carpenter-title: Ο ΑΣΤΡΟΝΑΥΤΗΣ ΚΑΡΠΕΝΤΕΡ ΘΥΜΑ ΔΥΣΤΥΧΗΜΑΤΟΣ: [246, 634, 369, 674]
right-sec-b: ΒΑΓΟΝΙΑ ΕΞ ΑΝ. ΓΕΡΜΑΝΙΑΣ: [1377, 367, 1549, 380]
left-kicker-2: Ἀπὸ τὰ ἀπροσδόκητα: [107, 816, 299, 835]
right-headline-wilson-1: Ἀνεδαφικὸς κατὰ τὸν Οὔιλσων: [1213, 505, 1507, 564]
center-sec-9: ΟΙ ΔΗΜΟΚΡΑΤΙΚΟΙ: [1003, 533, 1115, 547]
center-sub-k: ΠΛΗΡΗΣ ΕΛΕΓΧΟΣ: [1004, 1188, 1114, 1202]
center-deck-2: ΤΡΟΠΟΝ ΑΝΤΙΜΕΤΩΠΙΣΕΩΣ ΤΟΥ ΔΙΕΘΝΟΥΣ ΚΟΜΜΟΥΝΙΣΜΟΥ.: [517, 236, 1041, 256]
center-sub-e: ΑΜΕΡΙΚΑΝΙΚΑ ΣΧΟΛΙΑ: [618, 1100, 754, 1114]
right-kicker-2: Ὡς τονίζει εἰς βιβλίον του: [1240, 482, 1481, 502]
center-deck-1: ΤΕΛΕΙΩΣ ΠΛΕΟΝ ΔΙΑΦΟΡΕΤΙΚΑΙ ΑΙ ΑΠΟΨΕΙΣ ΩΣ ΠΡΟΣ ΤΟΝ: [530, 213, 1028, 232]
center-sub-g: Η ΣΤΑΣΙΣ ΤΟΥ κ. ΝΤΙΟΥΙ: [987, 1130, 1131, 1144]
